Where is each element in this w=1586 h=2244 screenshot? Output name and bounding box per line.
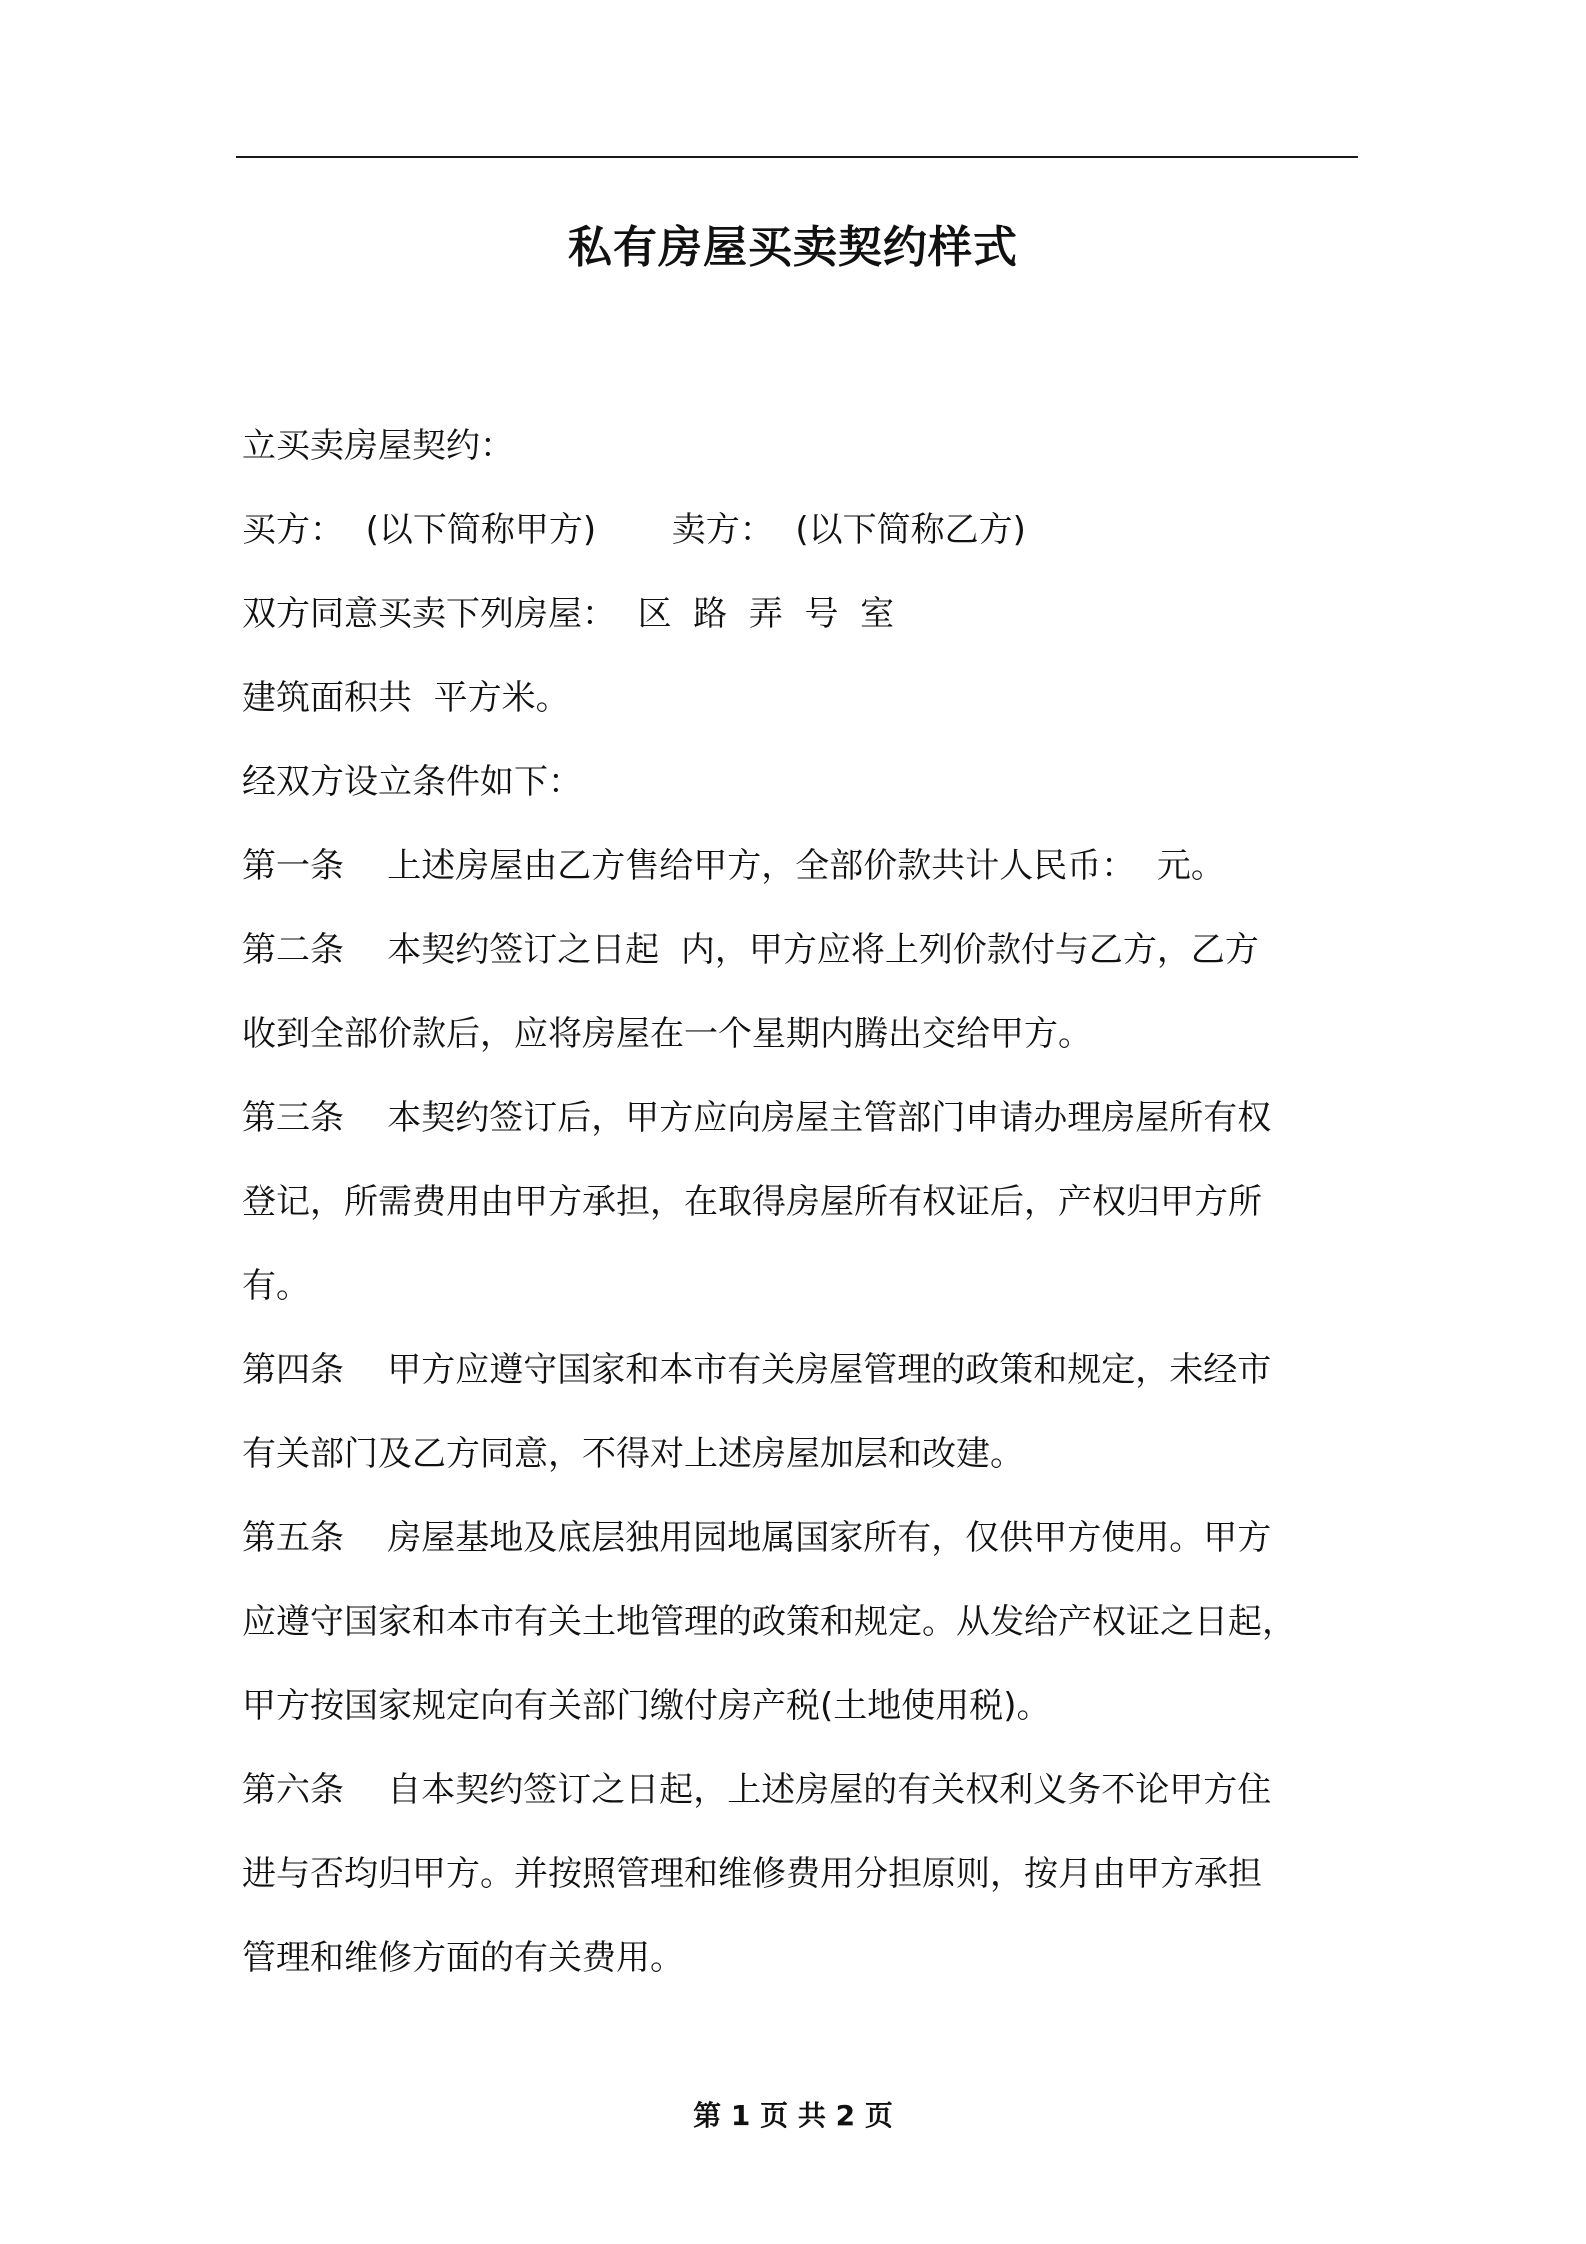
article-3-line-3: 有。: [242, 1266, 310, 1306]
page-number: 第 1 页 共 2 页: [693, 2099, 893, 2132]
article-5-line-1: 第五条 房屋基地及底层独用园地属国家所有，仅供甲方使用。甲方: [242, 1518, 1272, 1558]
article-2-line-1: 第二条 本契约签订之日起 内，甲方应将上列价款付与乙方，乙方: [242, 930, 1259, 970]
contract-body: [242, 404, 1382, 2000]
text-line-parties: 买方： (以下简称甲方) 卖方： (以下简称乙方): [242, 510, 1026, 550]
text-line-intro: 立买卖房屋契约：: [242, 426, 514, 466]
article-4-line-2: 有关部门及乙方同意，不得对上述房屋加层和改建。: [242, 1434, 1024, 1474]
article-4-line-1: 第四条 甲方应遵守国家和本市有关房屋管理的政策和规定，未经市: [242, 1350, 1272, 1390]
text-line-area: 建筑面积共 平方米。: [242, 678, 570, 718]
header-rule: [236, 156, 1358, 158]
article-1-line-1: 第一条 上述房屋由乙方售给甲方，全部价款共计人民币： 元。: [242, 846, 1225, 886]
article-3-line-2: 登记，所需费用由甲方承担，在取得房屋所有权证后，产权归甲方所: [242, 1182, 1262, 1222]
article-3-line-1: 第三条 本契约签订后，甲方应向房屋主管部门申请办理房屋所有权: [242, 1098, 1272, 1138]
text-line-property: 双方同意买卖下列房屋： 区 路 弄 号 室: [242, 594, 895, 634]
document-title: 私有房屋买卖契约样式: [568, 222, 1018, 273]
article-5-line-2: 应遵守国家和本市有关土地管理的政策和规定。从发给产权证之日起，: [242, 1602, 1296, 1642]
text-line-conditions: 经双方设立条件如下：: [242, 762, 582, 802]
article-5-line-3: 甲方按国家规定向有关部门缴付房产税(土地使用税)。: [242, 1686, 1051, 1726]
article-6-line-1: 第六条 自本契约签订之日起，上述房屋的有关权利义务不论甲方住: [242, 1770, 1272, 1810]
article-6-line-3: 管理和维修方面的有关费用。: [242, 1938, 684, 1978]
article-6-line-2: 进与否均归甲方。并按照管理和维修费用分担原则，按月由甲方承担: [242, 1854, 1262, 1894]
article-2-line-2: 收到全部价款后，应将房屋在一个星期内腾出交给甲方。: [242, 1014, 1092, 1054]
